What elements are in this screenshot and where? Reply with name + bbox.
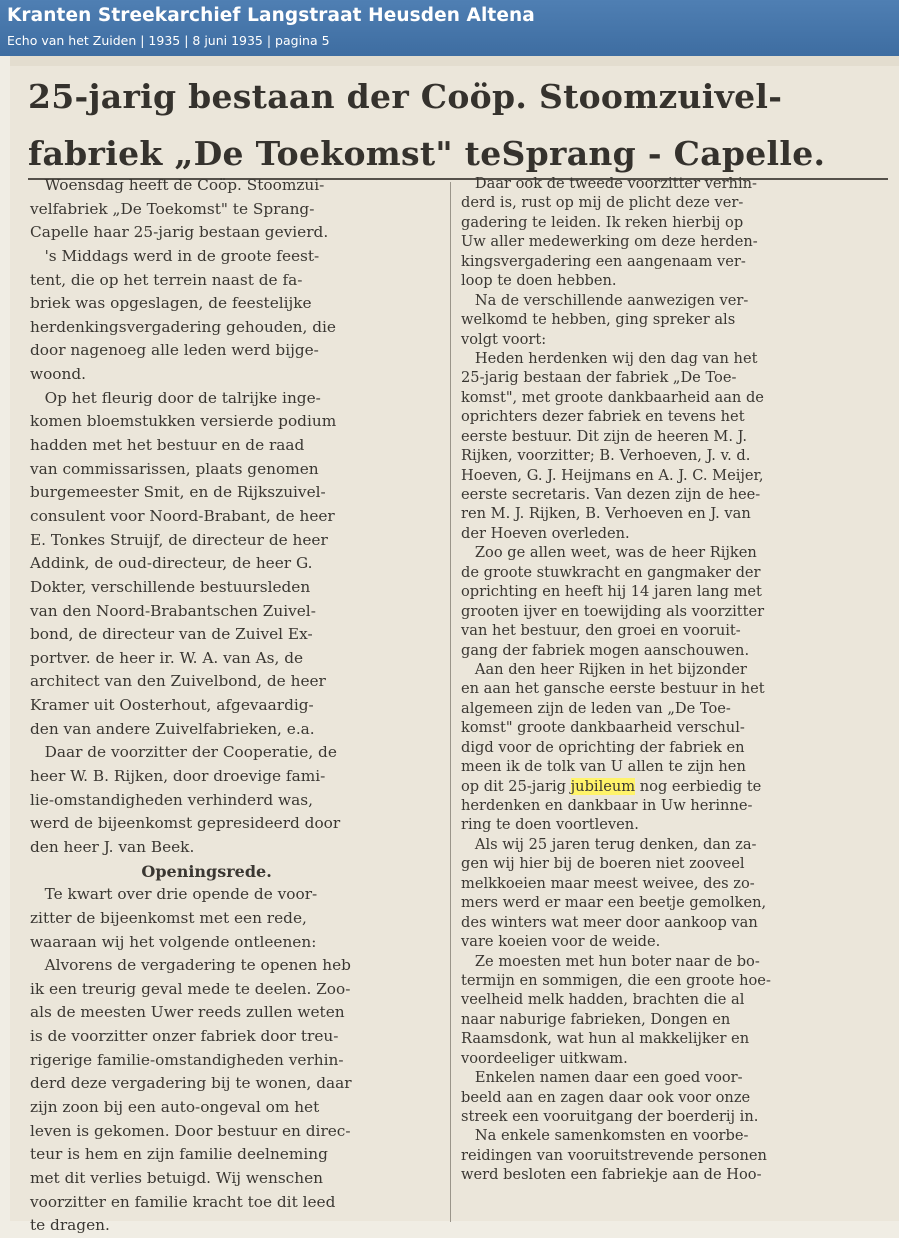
article-text-line: herdenken en dankbaar in Uw herinne-	[461, 797, 753, 814]
article-text-line: Na de verschillende aanwezigen ver-	[461, 291, 749, 309]
article-text-line: zijn zoon bij een auto-ongeval om het	[30, 1097, 320, 1116]
article-text-line: Dokter, verschillende bestuursleden	[30, 577, 311, 596]
article-text-line: 's Middags werd in de groote feest-	[30, 246, 320, 265]
article-text-line: 25-jarig bestaan der fabriek „De Toe-	[461, 369, 737, 387]
article-text-line: rigerige familie-omstandigheden verhin-	[30, 1050, 344, 1069]
article-text-line: beeld aan en zagen daar ook voor onze	[461, 1088, 751, 1106]
archive-title: Kranten Streekarchief Langstraat Heusden Altena	[7, 5, 535, 26]
article-text-line: consulent voor Noord-Brabant, de heer	[30, 506, 335, 525]
article-text-line: heer W. B. Rijken, door droevige fami-	[30, 767, 326, 786]
article-text-line: meen ik de tolk van U allen te zijn hen	[461, 758, 746, 776]
article-text-line: Raamsdonk, wat hun al makkelijker en	[461, 1030, 750, 1048]
article-text-line: Hoeven, G. J. Heijmans en A. J. C. Meijer,	[461, 466, 764, 484]
article-text-line: eerste secretaris. Van dezen zijn de hee-	[461, 486, 761, 503]
article-text-line: Woensdag heeft de Coöp. Stoomzui-	[30, 176, 325, 194]
article-text-line: teur is hem en zijn familie deelneming	[30, 1145, 328, 1164]
article-text-line: van het bestuur, den groei en vooruit-	[461, 622, 741, 640]
article-text-line: streek een vooruitgang der boerderij in.	[461, 1108, 759, 1125]
article-text-line: des winters wat meer door aankoop van	[461, 913, 758, 931]
article-text-line: gen wij hier bij de boeren niet zooveel	[461, 855, 745, 873]
article-text-line: Rijken, voorzitter; B. Verhoeven, J. v. d.	[461, 447, 751, 465]
article-text-line: herdenkingsvergadering gehouden, die	[30, 317, 336, 336]
article-text-line: is de voorzitter onzer fabriek door treu-	[30, 1027, 339, 1046]
article-text-line: gadering te leiden. Ik reken hierbij op	[461, 213, 744, 231]
article-text-line: mers werd er maar een beetje gemolken,	[461, 894, 767, 912]
article-text-line: tent, die op het terrein naast de fa-	[30, 270, 303, 289]
search-highlight: jubileum	[570, 777, 636, 795]
article-text-line: de groote stuwkracht en gangmaker der	[461, 563, 761, 581]
article-text-line: werd de bijeenkomst gepresideerd door	[30, 814, 341, 833]
article-text-line: portver. de heer ir. W. A. van As, de	[30, 648, 304, 667]
article-text-line: reidingen van vooruitstrevende personen	[461, 1146, 767, 1164]
article-text-line: Uw aller medewerking om deze herden-	[461, 233, 758, 251]
article-text-line: voordeeliger uitkwam.	[461, 1049, 628, 1067]
article-text-line: komen bloemstukken versierde podium	[30, 412, 337, 431]
article-text-line: derd deze vergadering bij te wonen, daar	[30, 1074, 352, 1093]
article-text-line: den van andere Zuivelfabrieken, e.a.	[30, 719, 315, 738]
article-column-left	[30, 174, 440, 1238]
article-text-line: woond.	[30, 365, 87, 384]
article-text-line: oprichters dezer fabriek en tevens het	[461, 408, 745, 426]
article-headline	[28, 68, 888, 182]
article-text-line: en aan het gansche eerste bestuur in het	[461, 680, 765, 698]
article-text-line: ring te doen voortleven.	[461, 816, 639, 834]
article-text-line: komst" groote dankbaarheid verschul-	[461, 719, 745, 737]
article-text-line: briek was opgeslagen, de feestelijke	[30, 294, 312, 313]
article-text-line: door nagenoeg alle leden werd bijge-	[30, 341, 319, 360]
article-text-line: Capelle haar 25-jarig bestaan gevierd.	[30, 223, 329, 242]
article-text-line: van commissarissen, plaats genomen	[30, 459, 319, 478]
article-text-line: Kramer uit Oosterhout, afgevaardig-	[30, 696, 314, 715]
article-text-line: burgemeester Smit, en de Rijkszuivel-	[30, 483, 326, 502]
article-text-line: kingsvergadering een aangenaam ver-	[461, 252, 746, 270]
page-top-edge	[10, 56, 899, 66]
article-text-line: Zoo ge allen weet, was de heer Rijken	[461, 544, 757, 562]
article-text-line: melkkoeien maar meest weivee, des zo-	[461, 874, 755, 892]
article-column-right	[461, 174, 876, 1185]
article-text-line: leven is gekomen. Door bestuur en direc-	[30, 1121, 351, 1140]
article-text-line: E. Tonkes Struijf, de directeur de heer	[30, 530, 328, 549]
article-text-line: hadden met het bestuur en de raad	[30, 436, 305, 455]
article-text-line: volgt voort:	[461, 330, 547, 348]
article-text-line: van den Noord-Brabantschen Zuivel-	[30, 601, 316, 620]
article-text-line: algemeen zijn de leden van „De Toe-	[461, 699, 731, 717]
article-text-line: loop te doen hebben.	[461, 272, 617, 290]
article-text-line: vare koeien voor de weide.	[461, 933, 661, 951]
article-text-line: Te kwart over drie opende de voor-	[30, 885, 318, 904]
article-text-line: der Hoeven overleden.	[461, 524, 630, 542]
article-text-line: grooten ijver en toewijding als voorzitter	[461, 602, 765, 620]
article-text-line: naar naburige fabrieken, Dongen en	[461, 1010, 731, 1028]
article-text-line: Addink, de oud-directeur, de heer G.	[30, 554, 313, 573]
article-text-line: den heer J. van Beek.	[30, 837, 195, 856]
article-text-line: komst", met groote dankbaarheid aan de	[461, 388, 764, 406]
column-divider	[450, 182, 451, 1222]
article-text-line: waaraan wij het volgende ontleenen:	[30, 932, 317, 951]
article-text-line: Op het fleurig door de talrijke inge-	[30, 388, 321, 407]
headline-line-1: 25-jarig bestaan der Coöp. Stoomzuivel-	[28, 77, 783, 116]
article-text-line: Openingsrede.	[30, 861, 272, 881]
article-text-line: werd besloten een fabriekje aan de Hoo-	[461, 1166, 762, 1184]
article-text-line: eerste bestuur. Dit zijn de heeren M. J.	[461, 427, 747, 445]
article-text-line: ren M. J. Rijken, B. Verhoeven en J. van	[461, 505, 751, 523]
headline-line-2: fabriek „De Toekomst" teSprang - Capelle.	[28, 134, 826, 173]
article-text-line: voorzitter en familie kracht toe dit leed	[30, 1192, 336, 1211]
article-text-line: termijn en sommigen, die een groote hoe-	[461, 971, 771, 989]
article-text-line: Daar de voorzitter der Cooperatie, de	[30, 743, 337, 762]
article-text-line: Als wij 25 jaren terug denken, dan za-	[461, 835, 757, 853]
article-text-line: te dragen.	[30, 1216, 110, 1235]
article-text-line: Na enkele samenkomsten en voorbe-	[461, 1127, 749, 1145]
article-text-line: gang der fabriek mogen aanschouwen.	[461, 641, 750, 659]
archive-header-bar	[0, 0, 899, 56]
article-text-line: welkomd te hebben, ging spreker als	[461, 311, 736, 329]
article-text-line: Aan den heer Rijken in het bijzonder	[461, 660, 747, 678]
article-text-line: ik een treurig geval mede te deelen. Zoo-	[30, 979, 351, 998]
newspaper-page-scan	[10, 56, 899, 1235]
article-text-line: Alvorens de vergadering te openen heb	[30, 956, 351, 975]
article-text-line: oprichting en heeft hij 14 jaren lang met	[461, 583, 762, 601]
article-text-line: Heden herdenken wij den dag van het	[461, 349, 758, 367]
article-text-line: Enkelen namen daar een goed voor-	[461, 1069, 743, 1087]
article-text-line: digd voor de oprichting der fabriek en	[461, 738, 745, 756]
article-text-line: met dit verlies betuigd. Wij wenschen	[30, 1168, 323, 1187]
article-text-line: lie-omstandigheden verhinderd was,	[30, 790, 313, 809]
article-text-line: als de meesten Uwer reeds zullen weten	[30, 1003, 345, 1022]
article-text-line: veelheid melk hadden, brachten die al	[461, 991, 745, 1009]
article-text-line: architect van den Zuivelbond, de heer	[30, 672, 326, 691]
article-text-line: derd is, rust op mij de plicht deze ver-	[461, 194, 744, 212]
article-text-line: Ze moesten met hun boter naar de bo-	[461, 952, 760, 970]
article-text-line: zitter de bijeenkomst met een rede,	[30, 908, 307, 927]
article-text-line: bond, de directeur van de Zuivel Ex-	[30, 625, 313, 644]
article-text-line: velfabriek „De Toekomst" te Sprang-	[30, 199, 315, 218]
newspaper-metadata: Echo van het Zuiden | 1935 | 8 juni 1935 | pagina 5	[7, 33, 330, 48]
article-text-line: op dit 25-jarig jubileum nog eerbiedig te	[461, 777, 762, 795]
article-text-line: Daar ook de tweede voorzitter verhin-	[461, 175, 757, 192]
